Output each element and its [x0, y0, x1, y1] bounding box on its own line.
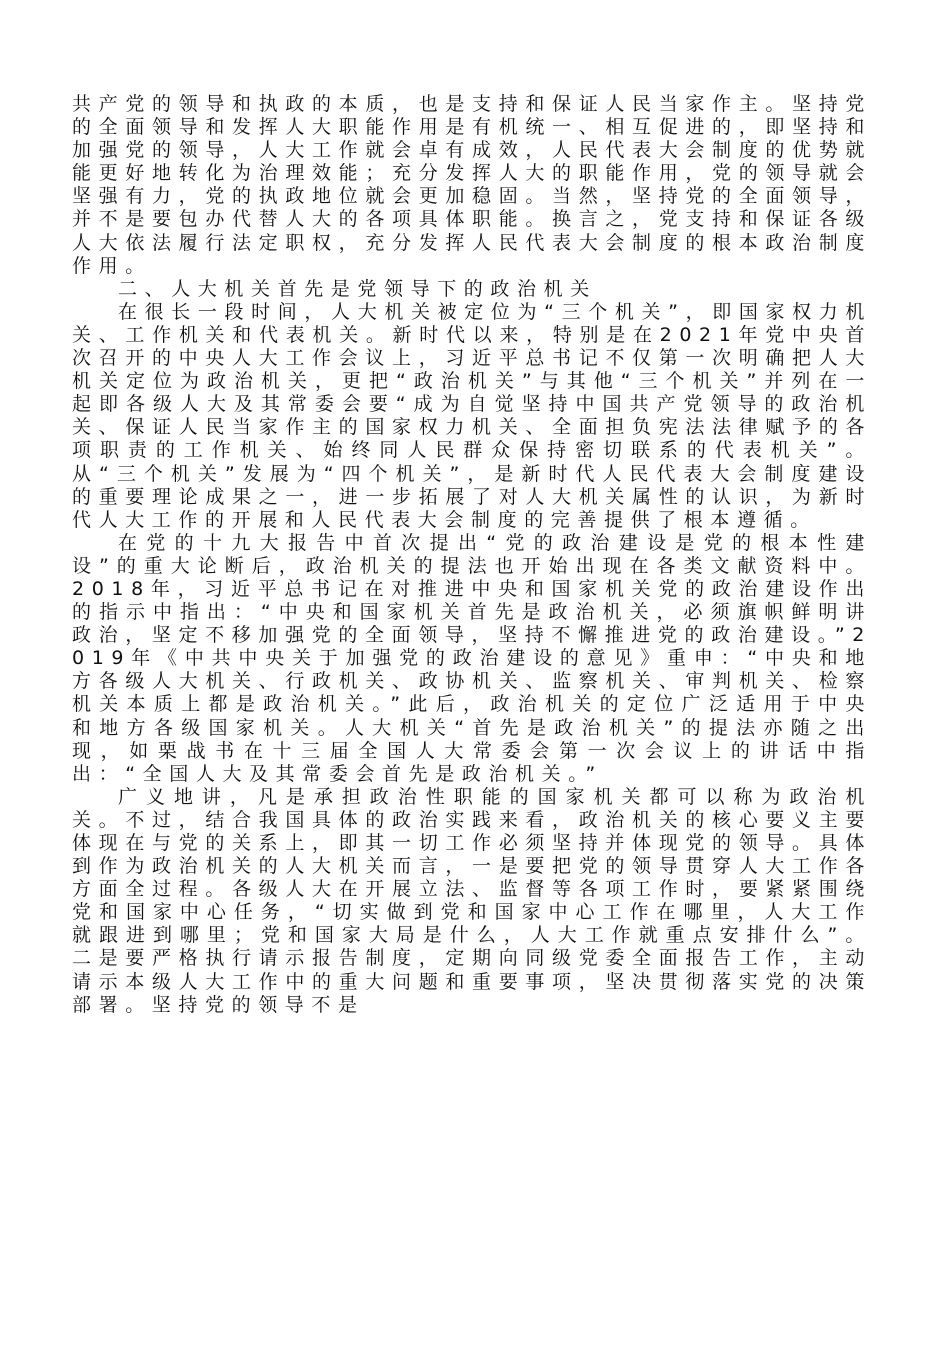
paragraph-three-organs: 在很长一段时间，人大机关被定位为“三个机关”，即国家权力机关、工作机关和代表机关。新时代以来，特别是在2021年党中央首次召开的中央人大工作会议上，习近平总书记不仅第一次明确把人大机关定位为政治机关，更把“政治机关”与其他“三个机关”并列在一起即各级人大及其常委会要“成为自觉坚持中国共产党领导的政治机关、保证人民当家作主的国家权力机关、全面担负宪法法律赋予的各项职责的工作机关、始终同人民群众保持密切联系的代表机关”。从“三个机关”发展为“四个机关”，是新时代人民代表大会制度建设的重要理论成果之一，进一步拓展了对人大机关属性的认识，为新时代人大工作的开展和人民代表大会制度的完善提供了根本遵循。 — [72, 300, 872, 531]
paragraph-political-construction: 在党的十九大报告中首次提出“党的政治建设是党的根本性建设”的重大论断后，政治机关的提法也开始出现在各类文献资料中。2018年，习近平总书记在对推进中央和国家机关党的政治建设作出的指示中指出：“中央和国家机关首先是政治机关，必须旗帜鲜明讲政治，坚定不移加强党的全面领导，坚持不懈推进党的政治建设。”2019年《中共中央关于加强党的政治建设的意见》重申：“中央和地方各级人大机关、行政机关、政协机关、监察机关、审判机关、检察机关本质上都是政治机关。”此后，政治机关的定位广泛适用于中央和地方各级国家机关。人大机关“首先是政治机关”的提法亦随之出现，如栗战书在十三届全国人大常委会第一次会议上的讲话中指出：“全国人大及其常委会首先是政治机关。” — [72, 531, 872, 785]
paragraph-continuation: 共产党的领导和执政的本质，也是支持和保证人民当家作主。坚持党的全面领导和发挥人大职能作用是有机统一、相互促进的，即坚持和加强党的领导，人大工作就会卓有成效，人民代表大会制度的优势就能更好地转化为治理效能；充分发挥人大的职能作用，党的领导就会坚强有力，党的执政地位就会更加稳固。当然，坚持党的全面领导，并不是要包办代替人大的各项具体职能。换言之，党支持和保证各级人大依法履行法定职权，充分发挥人民代表大会制度的根本政治制度作用。 — [72, 93, 872, 277]
section-heading: 二、人大机关首先是党领导下的政治机关 — [118, 277, 597, 300]
paragraph-political-organ-meaning: 广义地讲，凡是承担政治性职能的国家机关都可以称为政治机关。不过，结合我国具体的政治实践来看，政治机关的核心要义主要体现在与党的关系上，即其一切工作必须坚持并体现党的领导。具体到作为政治机关的人大机关而言，一是要把党的领导贯穿人大工作各方面全过程。各级人大在开展立法、监督等各项工作时，要紧紧围绕党和国家中心任务，“切实做到党和国家中心工作在哪里，人大工作就跟进到哪里；党和国家大局是什么，人大工作就重点安排什么”。二是要严格执行请示报告制度，定期向同级党委全面报告工作，主动请示本级人大工作中的重大问题和重要事项，坚决贯彻落实党的决策部署。坚持党的领导不是 — [72, 785, 872, 1016]
document-body — [72, 93, 872, 1017]
